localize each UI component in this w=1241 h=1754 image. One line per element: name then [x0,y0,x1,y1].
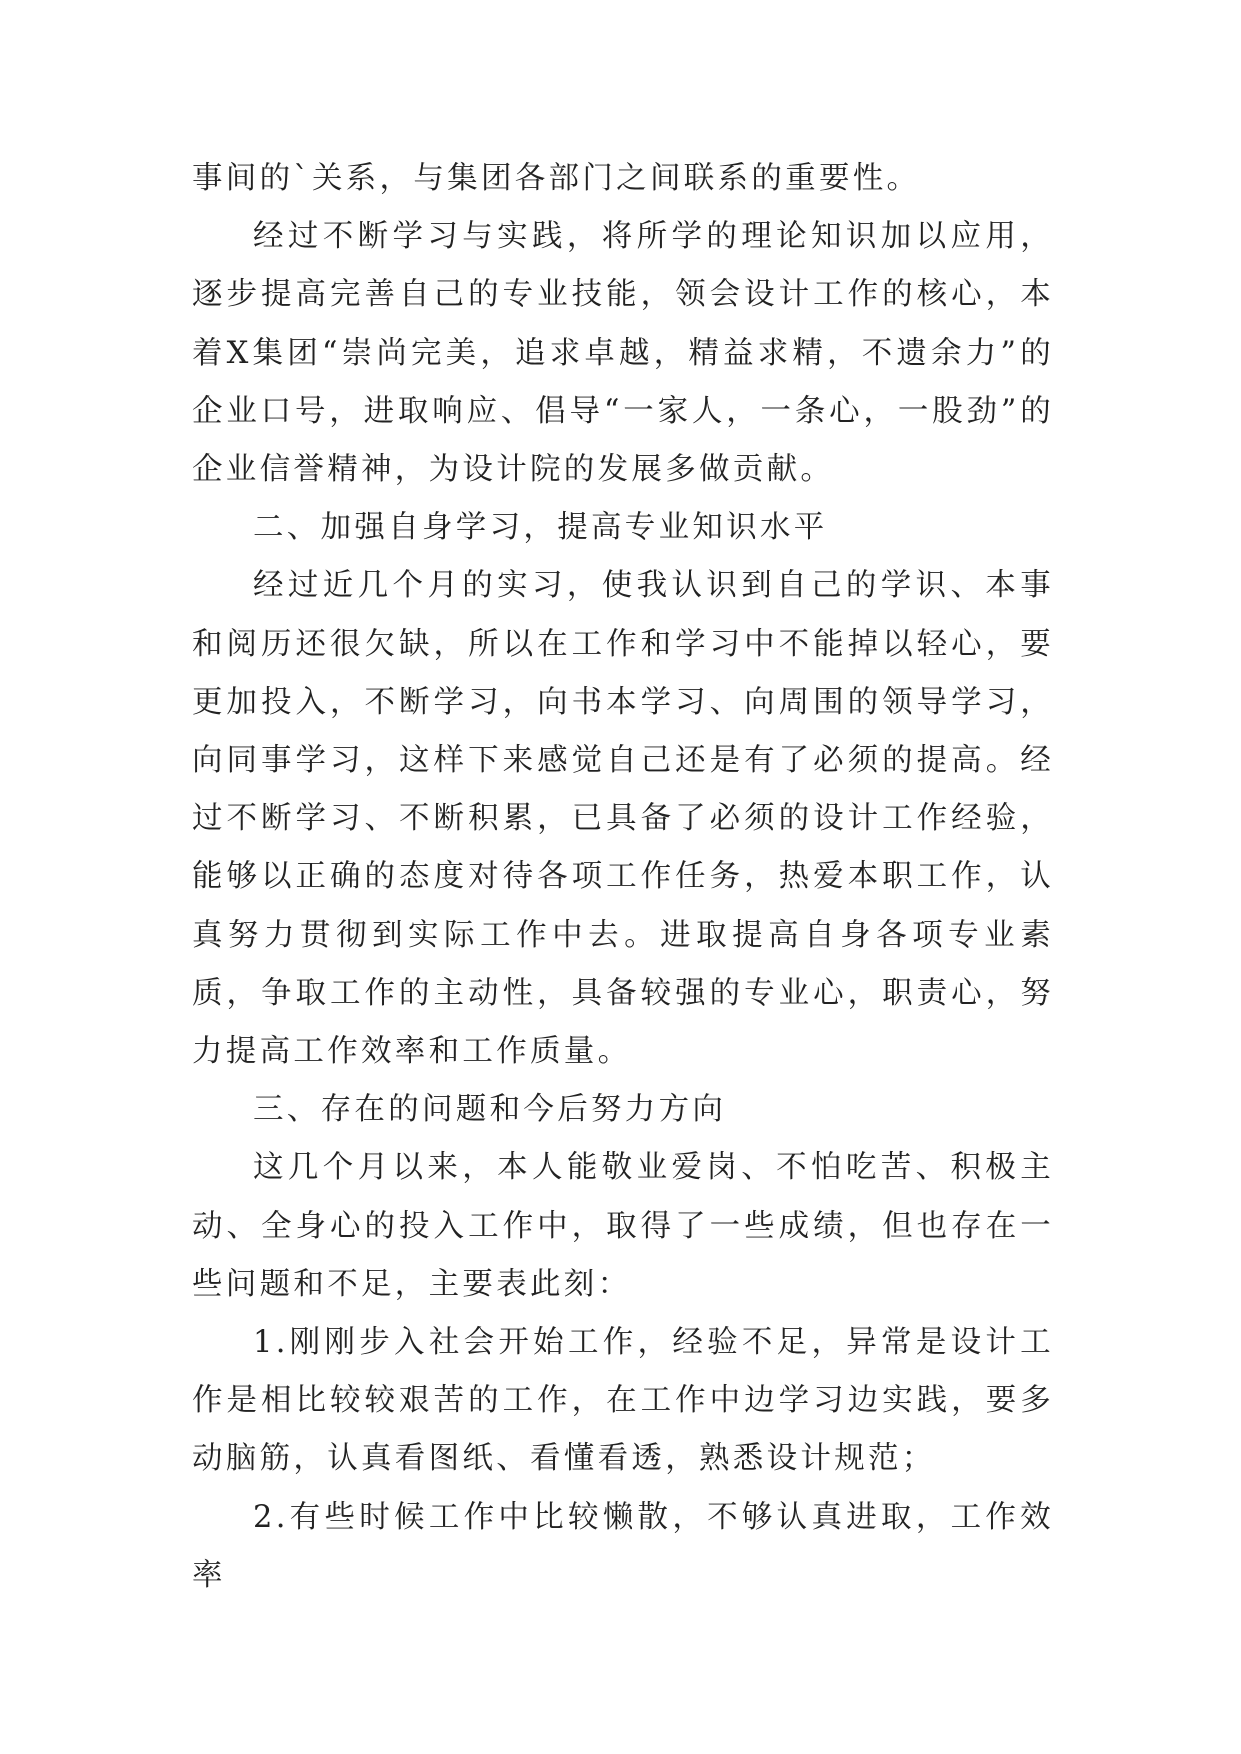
list-item: 2.有些时候工作中比较懒散，不够认真进取，工作效率 [192,1499,1054,1593]
paragraph-continuation: 事间的`关系，与集团各部门之间联系的重要性。 [192,161,921,196]
list-item: 1.刚刚步入社会开始工作，经验不足，异常是设计工作是相比较较艰苦的工作，在工作中边学习边实践，要多动脑筋，认真看图纸、看懂看透，熟悉设计规范； [192,1325,1054,1477]
document-body [192,150,1054,1605]
paragraph: 这几个月以来，本人能敬业爱岗、不怕吃苦、积极主动、全身心的投入工作中，取得了一些成绩，但也存在一些问题和不足，主要表此刻： [192,1150,1054,1302]
paragraph: 经过近几个月的实习，使我认识到自己的学识、本事和阅历还很欠缺，所以在工作和学习中不能掉以轻心，要更加投入，不断学习，向书本学习、向周围的领导学习，向同事学习，这样下来感觉自己还是有了必须的提高。经过不断学习、不断积累，已具备了必须的设计工作经验，能够以正确的态度对待各项工作任务，热爱本职工作，认真努力贯彻到实际工作中去。进取提高自身各项专业素质，争取工作的主动性，具备较强的专业心，职责心，努力提高工作效率和工作质量。 [192,568,1054,1070]
section-heading: 三、存在的问题和今后努力方向 [253,1092,727,1128]
paragraph: 经过不断学习与实践，将所学的理论知识加以应用，逐步提高完善自己的专业技能，领会设计工作的核心，本着X集团“崇尚完美，追求卓越，精益求精，不遗余力”的企业口号，进取响应、倡导“一家人，一条心，一股劲”的企业信誉精神，为设计院的发展多做贡献。 [192,219,1054,488]
section-heading: 二、加强自身学习，提高专业知识水平 [253,510,828,546]
